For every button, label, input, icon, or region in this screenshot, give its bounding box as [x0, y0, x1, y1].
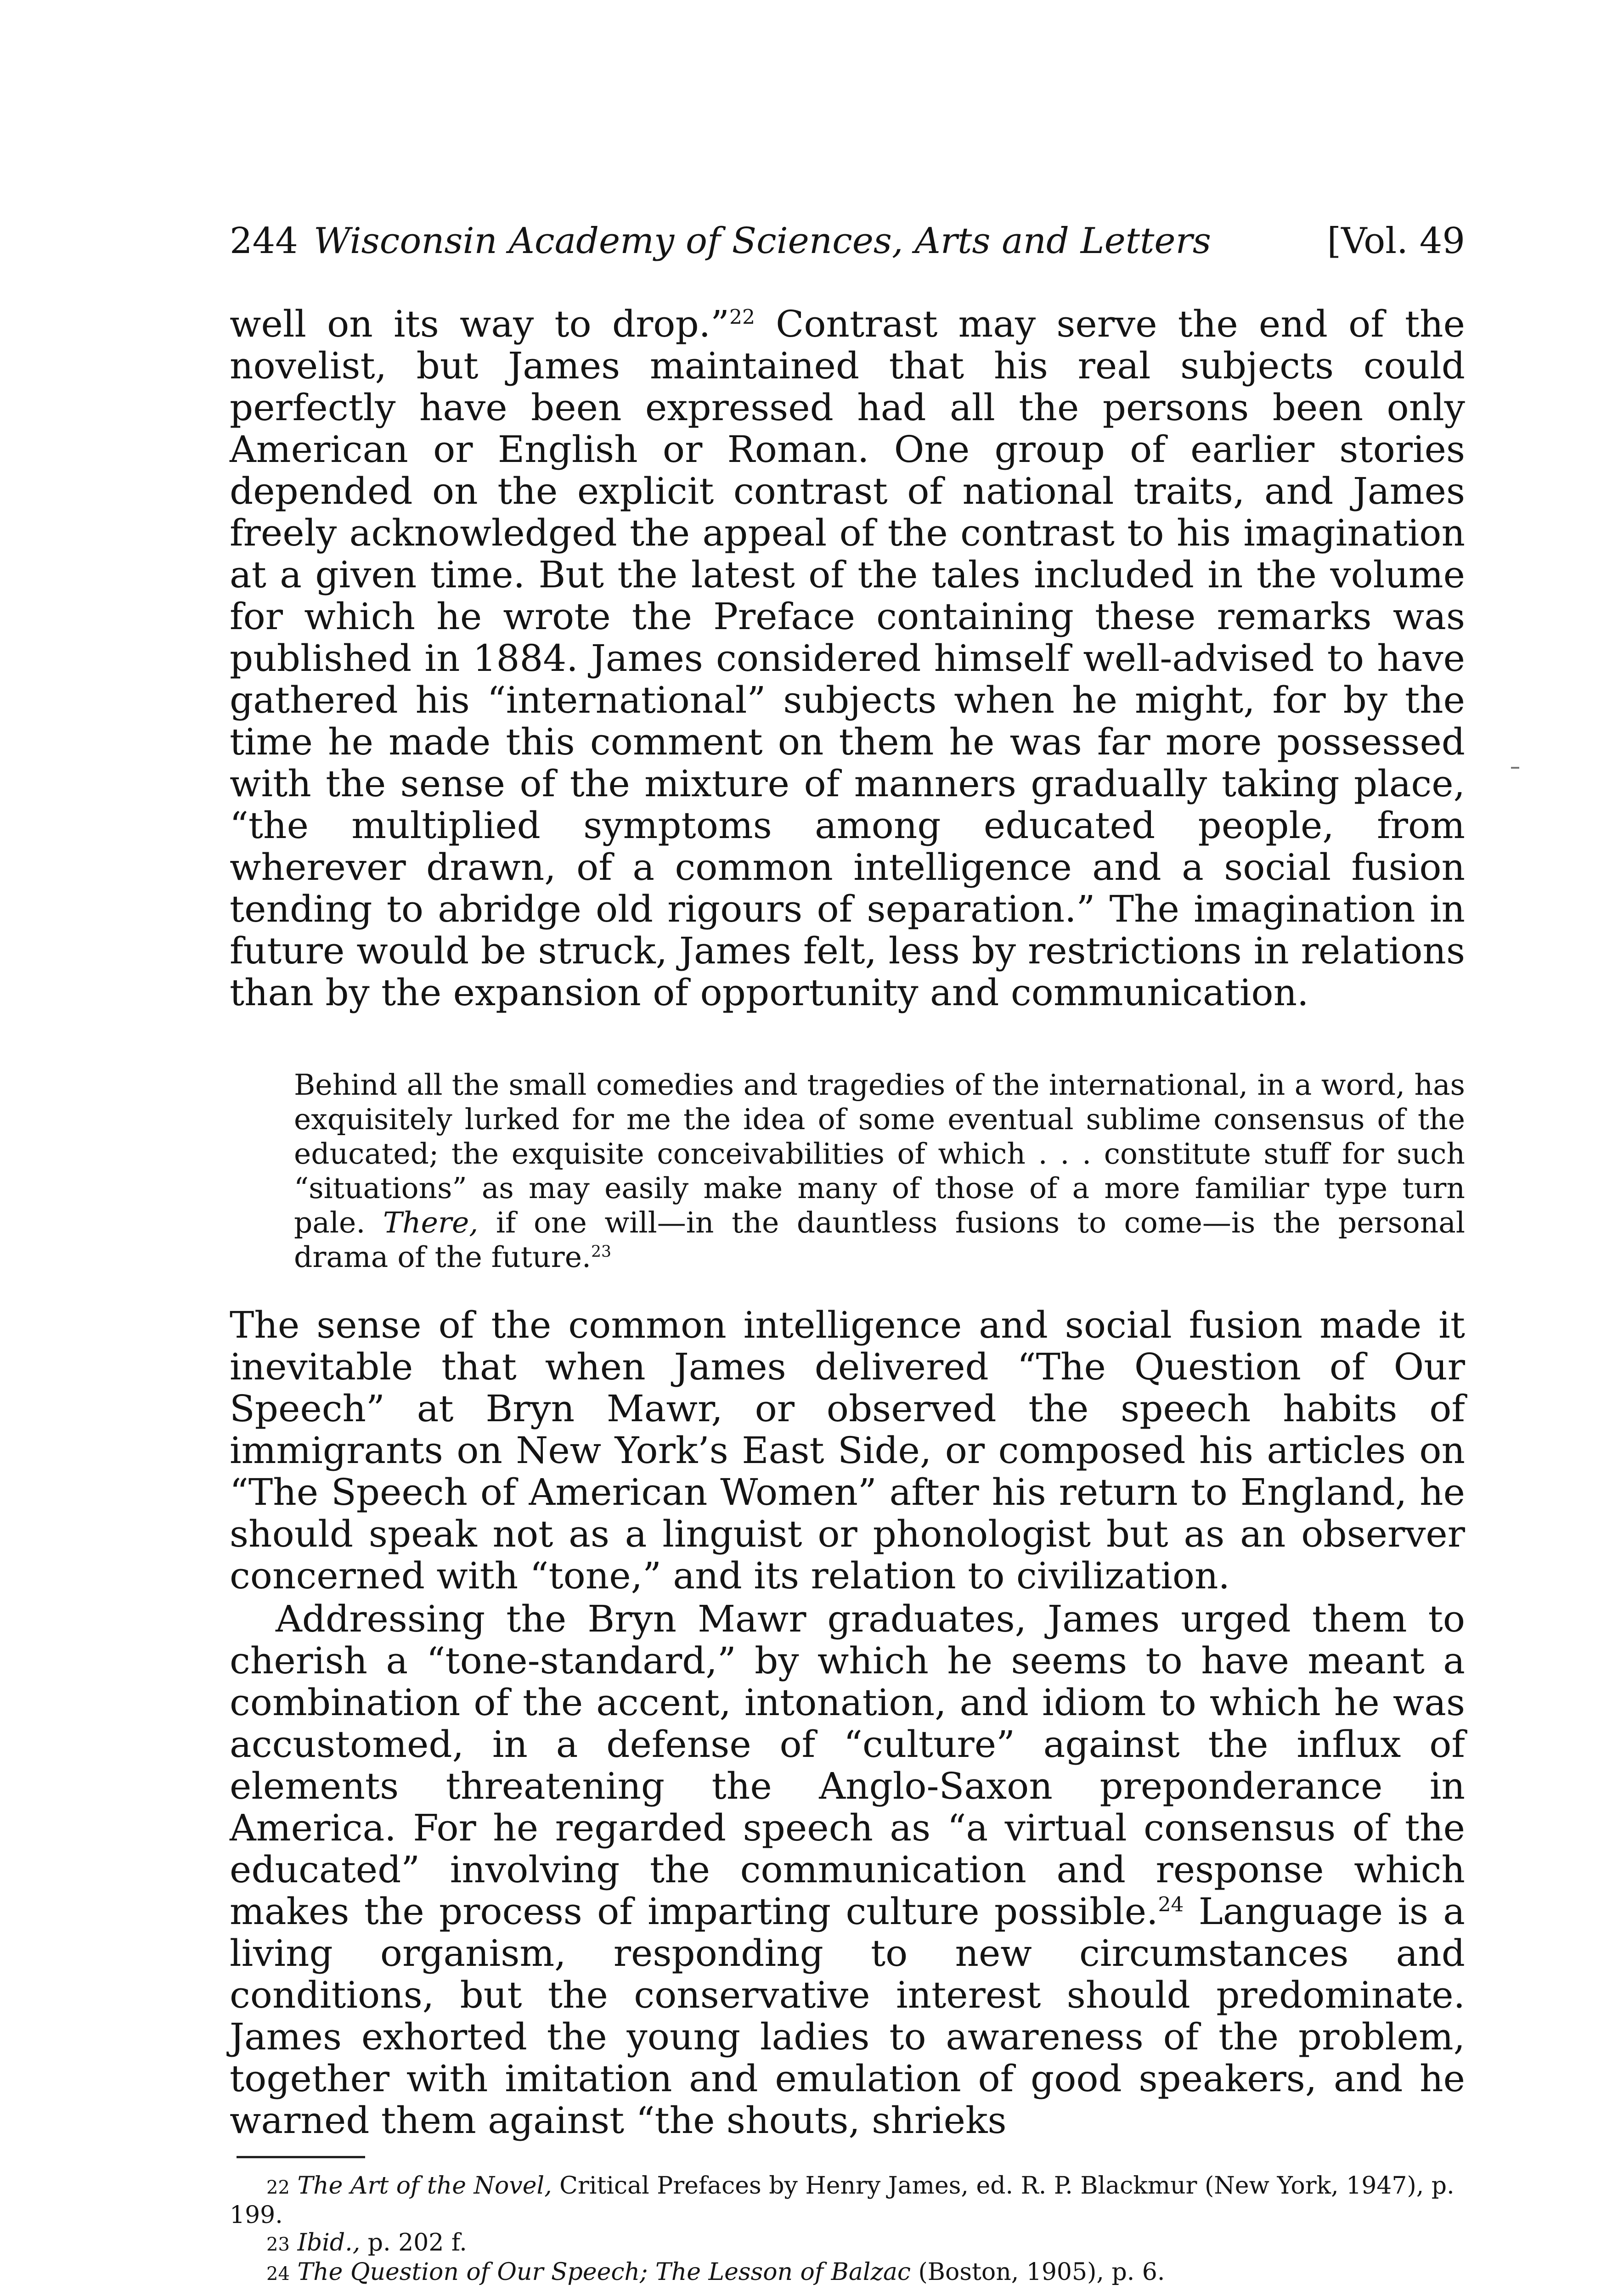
margin-mark [1511, 767, 1519, 769]
footnote-ref-22[interactable]: 22 [729, 305, 755, 329]
paragraph-3-text-end: Language is a living organism, responding to new circumstances and conditions, but the conservative interest should predominate. James exhorted the young ladies to awareness of the problem, together with imitation and emulation of good speakers, and he warned them against “the shouts, shrieks [230, 1890, 1465, 2142]
paragraph-3 [230, 1598, 1465, 2141]
paragraph-1-text-start: well on its way to drop.” [230, 303, 730, 345]
footnote-ref-24[interactable]: 24 [1158, 1893, 1184, 1917]
footnote-text: Critical Prefaces by Henry James, ed. R. P. Blackmur (New York, 1947), p. 199. [230, 2172, 1454, 2229]
footnote-divider [237, 2156, 365, 2158]
paragraph-1 [230, 303, 1465, 1013]
page-number: 244 [230, 220, 298, 262]
footnote-ref-23[interactable]: 23 [591, 1243, 612, 1261]
running-head [230, 216, 1465, 266]
footnote-23 [230, 2229, 1465, 2258]
footnote-text: p. 202 f. [360, 2229, 467, 2257]
footnotes [230, 2172, 1465, 2288]
footnote-24 [230, 2258, 1465, 2288]
block-quote-text-start: Behind all the small comedies and tragedies of the international, in a word, has exquisitely lurked for me the idea of some eventual sublime consensus of the educated; the exquisite conceivabilities of which . . . constitute stuff for such “situations” as may easily make many of those of a more familiar type turn pale. [294, 1068, 1465, 1239]
footnote-title: The Art of the Novel, [297, 2172, 552, 2200]
footnote-number: 24 [266, 2263, 290, 2285]
paragraph-3-text-start: Addressing the Bryn Mawr graduates, James urged them to cherish a “tone-standard,” by which he seems to have meant a combination of the accent, intonation, and idiom to which he was accustomed, in a defense of “culture” against the influx of elements threatening the Anglo-Saxon preponderance in America. For he regarded speech as “a virtual consensus of the educated” involving the communication and response which makes the process of imparting culture possible. [230, 1598, 1465, 1933]
footnote-title: Ibid., [297, 2229, 361, 2257]
footnote-title: The Question of Our Speech; The Lesson of Balzac [297, 2258, 911, 2286]
footnote-22 [230, 2172, 1465, 2229]
paragraph-2: The sense of the common intelligence and social fusion made it inevitable that when James delivered “The Question of Our Speech” at Bryn Mawr, or observed the speech habits of immigrants on New York’s East Side, or composed his articles on “The Speech of American Women” after his return to England, he should speak not as a linguist or phonologist but as an observer concerned with “tone,” and its relation to civilization. [230, 1304, 1465, 1597]
block-quote-text-end: if one will—in the dauntless fusions to come—is the personal drama of the future. [294, 1206, 1466, 1274]
block-quote [294, 1068, 1465, 1274]
volume-label: [Vol. 49 [1327, 220, 1465, 262]
paragraph-1-text-end: Contrast may serve the end of the novelist, but James maintained that his real subjects could perfectly have been expressed had all the persons been only American or English or Roman. One group of earlier stories depended on the explicit contrast of national traits, and James freely acknowledged the appeal of the contrast to his imagination at a given time. But the latest of the tales included in the volume for which he wrote the Preface containing these remarks was published in 1884. James considered himself well-advised to have gathered his “international” subjects when he might, for by the time he made this comment on them he was far more possessed with the sense of the mixture of manners gradually taking place, “the multiplied symptoms among educated people, from wherever drawn, of a common intelligence and a social fusion tending to abridge old rigours of separation.” The imagination in future would be struck, James felt, less by restrictions in relations than by the expansion of opportunity and communication. [230, 303, 1465, 1014]
footnote-number: 23 [266, 2234, 290, 2255]
block-quote-emphasis: There, [383, 1206, 479, 1239]
journal-title: Wisconsin Academy of Sciences, Arts and Letters [313, 220, 1211, 262]
footnote-number: 22 [266, 2177, 290, 2198]
footnote-text: (Boston, 1905), p. 6. [910, 2258, 1165, 2286]
